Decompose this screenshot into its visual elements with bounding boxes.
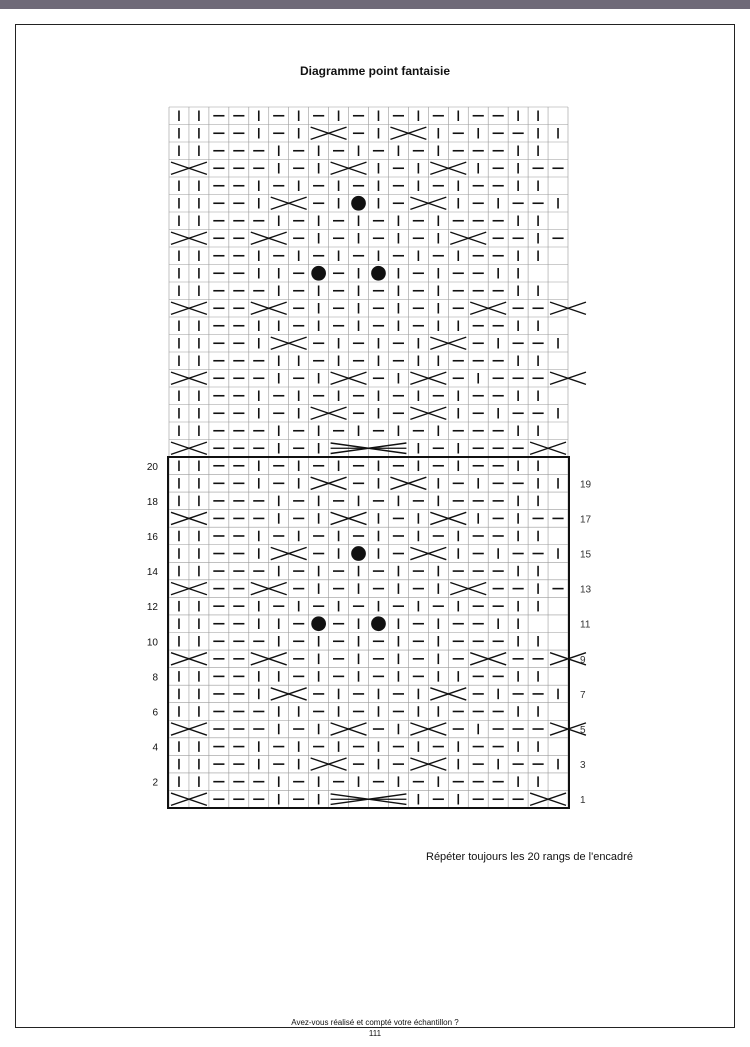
stitch-bobble: [311, 266, 326, 281]
row-number-left: 20: [146, 461, 158, 473]
stitch-bobble: [371, 266, 386, 281]
row-number-right: 11: [580, 619, 591, 631]
row-number-right: 17: [580, 514, 592, 526]
stitch-bobble: [371, 616, 386, 631]
row-number-right: 3: [580, 760, 586, 772]
repeat-caption: Répéter toujours les 20 rangs de l'encadré: [426, 851, 633, 863]
row-number-right: 19: [580, 479, 592, 491]
row-number-left: 12: [146, 602, 158, 614]
row-number-right: 7: [580, 689, 586, 701]
row-number-right: 13: [580, 584, 592, 596]
row-number-left: 10: [146, 637, 158, 649]
stitch-bobble: [351, 196, 366, 211]
row-number-right: 1: [580, 795, 586, 807]
row-number-left: 4: [152, 742, 158, 754]
row-number-left: 6: [152, 707, 158, 719]
row-number-right: 5: [580, 725, 586, 737]
footer-question: Avez-vous réalisé et compté votre échantillon ?: [291, 1018, 459, 1027]
row-number-left: 16: [146, 531, 158, 543]
stitch-bobble: [311, 616, 326, 631]
page-number: 111: [368, 1029, 382, 1038]
chart-title: Diagramme point fantaisie: [299, 64, 451, 78]
row-number-right: 15: [580, 549, 592, 561]
row-number-left: 8: [152, 672, 158, 684]
row-number-left: 2: [152, 777, 158, 789]
row-number-right: 9: [580, 654, 586, 666]
row-number-left: 14: [146, 567, 158, 579]
stitch-bobble: [351, 546, 366, 561]
row-number-left: 18: [146, 496, 158, 508]
